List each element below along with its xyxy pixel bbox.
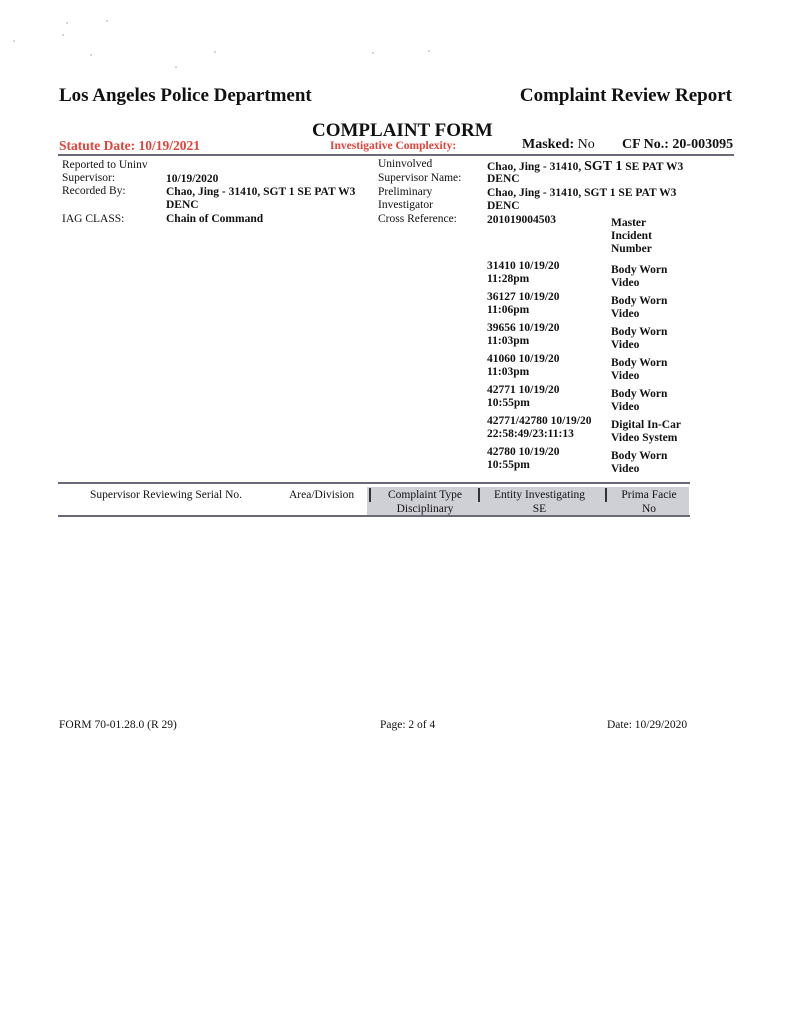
preliminary-investigator-value: Chao, Jing - 31410, SGT 1 SE PAT W3 (487, 187, 677, 199)
cross-reference-id-line: 11:06pm (487, 304, 530, 316)
cross-reference-id (487, 415, 591, 441)
cross-reference-type-line: Video (611, 339, 640, 351)
cross-reference-type-line: Number (611, 243, 652, 255)
preliminary-investigator-division: DENC (487, 200, 520, 212)
supervisor-name-label: Supervisor Name: (378, 172, 462, 184)
report-title: Complaint Review Report (519, 85, 732, 106)
supervisor-value: 10/19/2020 (166, 173, 219, 185)
cross-reference-type-line: Video (611, 277, 640, 289)
uninvolved-unit: SE PAT W3 (622, 161, 684, 173)
cross-reference-type-line: Incident (611, 230, 652, 242)
scan-speck (428, 50, 430, 52)
cross-reference-id-line: 41060 10/19/20 (487, 353, 560, 365)
scan-speck (372, 52, 374, 54)
scan-speck (106, 20, 108, 22)
uninvolved-name: Chao, Jing - 31410, (487, 161, 585, 173)
cross-reference-id (487, 260, 560, 286)
recorded-value: Chao, Jing - 31410, SGT 1 SE PAT W3 (166, 186, 356, 198)
page-number: Page: 2 of 4 (380, 719, 436, 731)
cross-reference-id-line: 10:55pm (487, 459, 530, 471)
reported-label: Reported to Uninv (62, 159, 148, 171)
cross-reference-type (611, 419, 681, 445)
form-number: FORM 70-01.28.0 (R 29) (59, 719, 177, 731)
recorded-label: Recorded By: (62, 185, 126, 197)
supervisor-label: Supervisor: (62, 172, 116, 184)
recorded-value-unit: DENC (166, 199, 199, 211)
cross-reference-type (611, 264, 667, 290)
cross-reference-id-line: 31410 10/19/20 (487, 260, 560, 272)
header-rule (58, 154, 734, 156)
cross-reference-type-line: Video (611, 370, 640, 382)
area-division: Area/Division (289, 489, 355, 501)
cross-reference-id (487, 291, 560, 317)
cross-reference-type-line: Video (611, 463, 640, 475)
cross-reference-type (611, 450, 667, 476)
cross-reference-type (611, 388, 667, 414)
cross-reference-id-line: 11:28pm (487, 273, 530, 285)
department-name: Los Angeles Police Department (59, 85, 312, 106)
cross-reference-id-line: 42780 10/19/20 (487, 446, 560, 458)
entity-investigating-value: SE (532, 503, 547, 515)
cross-reference-id-line: 42771 10/19/20 (487, 384, 560, 396)
review-bar-top-rule (58, 482, 690, 484)
cross-reference-id-line: 22:58:49/23:11:13 (487, 428, 574, 440)
investigative-complexity: Investigative Complexity: (330, 140, 457, 152)
cross-reference-id (487, 322, 560, 348)
cross-reference-type-line: Body Worn (611, 295, 668, 307)
cross-reference-id (487, 384, 560, 410)
cross-reference-type-line: Body Worn (611, 388, 668, 400)
cross-reference-type (611, 357, 667, 383)
uninvolved-supervisor-value (487, 160, 683, 174)
cross-reference-id (487, 353, 560, 379)
report-date: Date: 10/29/2020 (607, 719, 688, 731)
iag-class-value: Chain of Command (166, 213, 264, 225)
cross-reference-id (487, 214, 556, 227)
cross-reference-type-line: Body Worn (611, 326, 668, 338)
prima-facie-value: No (641, 503, 657, 515)
form-title: COMPLAINT FORM (312, 120, 493, 141)
investigator-label: Investigator (378, 199, 433, 211)
cross-reference-id-line: 39656 10/19/20 (487, 322, 560, 334)
iag-class-label: IAG CLASS: (62, 213, 125, 225)
cross-reference-id-line: 36127 10/19/20 (487, 291, 560, 303)
entity-investigating-label: Entity Investigating (493, 489, 586, 501)
complaint-type-label: Complaint Type (387, 489, 463, 501)
scan-speck (90, 54, 92, 56)
scan-speck (62, 34, 64, 36)
column-separator (478, 488, 480, 502)
scan-speck (13, 40, 15, 42)
cross-reference-type-line: Video (611, 401, 640, 413)
masked-field (522, 137, 595, 153)
cross-reference-type-line: Body Worn (611, 264, 668, 276)
preliminary-label: Preliminary (378, 186, 433, 198)
cross-reference-type-line: Video (611, 308, 640, 320)
prima-facie-label: Prima Facie (621, 489, 677, 501)
cross-reference-type (611, 217, 652, 256)
masked-label: Masked: (522, 137, 575, 152)
cross-reference-type-line: Body Worn (611, 357, 668, 369)
column-separator (369, 488, 371, 502)
uninvolved-label: Uninvolved (378, 158, 433, 170)
statute-date: Statute Date: 10/19/2021 (59, 138, 200, 153)
cross-reference-id-line: 10:55pm (487, 397, 530, 409)
cross-reference-label: Cross Reference: (378, 213, 457, 225)
cross-reference-type-line: Master (611, 217, 647, 229)
cross-reference-id (487, 446, 560, 472)
cross-reference-type (611, 295, 667, 321)
masked-value: No (577, 137, 595, 152)
supervisor-reviewing-serial: Supervisor Reviewing Serial No. (90, 489, 243, 501)
uninvolved-rank: SGT 1 (584, 159, 623, 174)
complaint-type-value: Disciplinary (396, 503, 454, 515)
scan-speck (214, 51, 216, 53)
cross-reference-id-line: 11:03pm (487, 335, 530, 347)
scan-speck (66, 22, 68, 24)
cross-reference-type (611, 326, 667, 352)
cross-reference-id-line: 11:03pm (487, 366, 530, 378)
cross-reference-type-line: Video System (611, 432, 678, 444)
column-separator (605, 488, 607, 502)
scan-speck (175, 66, 177, 68)
review-bar-bottom-rule (58, 515, 690, 517)
uninvolved-supervisor-division: DENC (487, 173, 520, 185)
cross-reference-id-line: 42771/42780 10/19/20 (487, 415, 592, 427)
cross-reference-type-line: Body Worn (611, 450, 668, 462)
cf-number: CF No.: 20-003095 (622, 137, 734, 152)
cross-reference-type-line: Digital In-Car (611, 419, 681, 431)
cross-reference-id-line: 201019004503 (487, 214, 556, 226)
